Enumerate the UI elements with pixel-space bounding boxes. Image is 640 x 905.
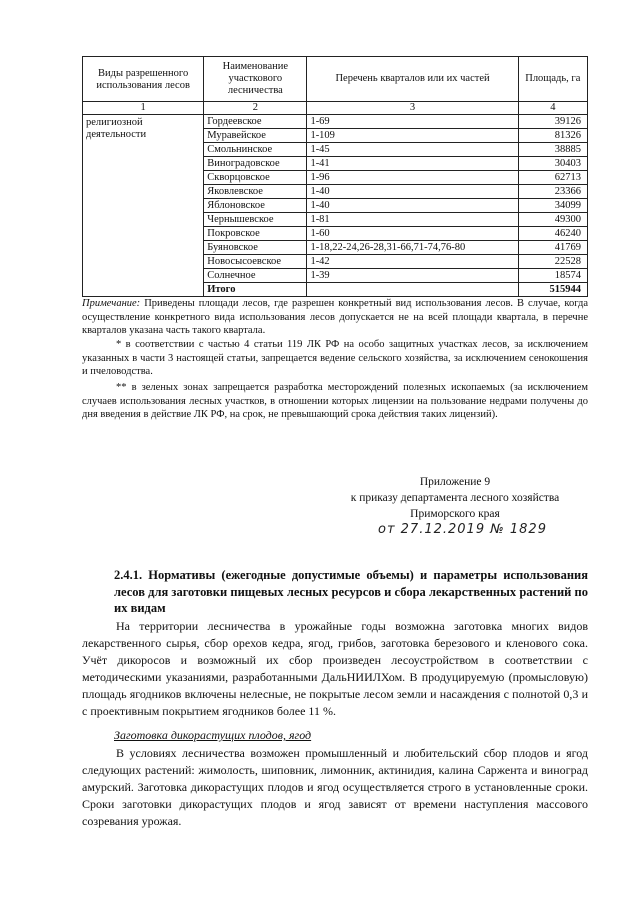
forest-use-table bbox=[82, 56, 588, 297]
quarters-list: 1-96 bbox=[307, 171, 518, 185]
area-value: 46240 bbox=[518, 227, 587, 241]
table-header-row bbox=[83, 57, 588, 102]
area-value: 81326 bbox=[518, 129, 587, 143]
appendix-number: Приложение 9 bbox=[419, 476, 491, 488]
quarters-list: 1-42 bbox=[307, 255, 518, 269]
section-heading: 2.4.1. Нормативы (ежегодные допустимые объемы) и параметры использования лесов для заготовки пищевых лесных ресурсов и сбора лекарственных растений по их видам bbox=[114, 568, 588, 615]
area-value: 38885 bbox=[518, 143, 587, 157]
total-quarters-empty bbox=[307, 283, 518, 297]
area-value: 62713 bbox=[518, 171, 587, 185]
forestry-name: Смольнинское bbox=[204, 143, 307, 157]
forestry-name: Яковлевское bbox=[204, 185, 307, 199]
table-note bbox=[82, 297, 588, 338]
forestry-name: Гордеевское bbox=[204, 115, 307, 129]
area-value: 49300 bbox=[518, 213, 587, 227]
quarters-list: 1-40 bbox=[307, 185, 518, 199]
quarters-list: 1-18,22-24,26-28,31-66,71-74,76-80 bbox=[307, 241, 518, 255]
forestry-name: Яблоновское bbox=[204, 199, 307, 213]
quarters-list: 1-81 bbox=[307, 213, 518, 227]
header-quarters: Перечень кварталов или их частей bbox=[307, 57, 518, 102]
area-value: 30403 bbox=[518, 157, 587, 171]
forestry-name: Покровское bbox=[204, 227, 307, 241]
forestry-name: Муравейское bbox=[204, 129, 307, 143]
area-value: 22528 bbox=[518, 255, 587, 269]
column-number: 2 bbox=[204, 102, 307, 115]
use-type-cell: религиозной деятельности bbox=[83, 115, 204, 297]
table-row bbox=[83, 115, 588, 129]
total-label: Итого bbox=[204, 283, 307, 297]
quarters-list: 1-39 bbox=[307, 269, 518, 283]
area-value: 41769 bbox=[518, 241, 587, 255]
note-label: Примечание: bbox=[82, 298, 141, 309]
column-number-row bbox=[83, 102, 588, 115]
quarters-list: 1-109 bbox=[307, 129, 518, 143]
subsection-heading: Заготовка дикорастущих плодов, ягод bbox=[114, 728, 312, 742]
column-number: 4 bbox=[518, 102, 587, 115]
header-use-type: Виды разрешенного использования лесов bbox=[83, 57, 204, 102]
quarters-list: 1-69 bbox=[307, 115, 518, 129]
section-paragraph-one: На территории лесничества в урожайные годы возможна заготовка многих видов лекарственного сырья, сбор орехов кедра, ягод, грибов, заготовка березового и кленового сока. Учёт дикоросов и возможный их сбор произведен лесоустройством в соответствии с методическими указаниями, разработанными ДальНИИЛХом. В продуцируемую (промысловую) площадь ягодников включены нелесные, не покрытые лесом земли и насаждения с полнотой 0,3 и с проективным покрытием ягодников более 11 %. bbox=[82, 619, 588, 718]
forestry-name: Буяновское bbox=[204, 241, 307, 255]
note-text: Приведены площади лесов, где разрешен конкретный вид использования лесов. В случае, когда осуществление конкретного вида использования лесов допускается не на всей площади квартала, в перечне кварталов указана часть такого квартала. bbox=[82, 298, 589, 336]
section-paragraph-two: В условиях лесничества возможен промышленный и любительский сбор плодов и ягод следующих растений: жимолость, шиповник, лимонник, актинидия, калина Саржента и виноград амурский. Заготовка дикорастущих плодов и ягод осуществляется строго в установленные сроки. Сроки заготовки дикорастущих плодов и ягод зависят от времени наступления массового созревания урожая. bbox=[82, 746, 588, 828]
appendix-region: Приморского края bbox=[410, 508, 500, 520]
forestry-name: Солнечное bbox=[204, 269, 307, 283]
footnote-two: ** в зеленых зонах запрещается разработка месторождений полезных ископаемых (за исключением случаев использования лесных участков, в отношении которых лицензии на пользование недрами получены до дня введения в действие ЛК РФ, на срок, не превышающий срока действия таких лицензий). bbox=[82, 382, 588, 420]
header-area: Площадь, га bbox=[518, 57, 587, 102]
forestry-name: Новосысоевское bbox=[204, 255, 307, 269]
area-value: 18574 bbox=[518, 269, 587, 283]
forestry-name: Виноградовское bbox=[204, 157, 307, 171]
column-number: 3 bbox=[307, 102, 518, 115]
area-value: 34099 bbox=[518, 199, 587, 213]
header-forestry: Наименование участкового лесничества bbox=[204, 57, 307, 102]
appendix-order: к приказу департамента лесного хозяйства bbox=[350, 492, 560, 504]
area-value: 23366 bbox=[518, 185, 587, 199]
forestry-name: Скворцовское bbox=[204, 171, 307, 185]
area-value: 39126 bbox=[518, 115, 587, 129]
total-area: 515944 bbox=[518, 283, 587, 297]
forestry-name: Чернышевское bbox=[204, 213, 307, 227]
quarters-list: 1-40 bbox=[307, 199, 518, 213]
appendix-block bbox=[330, 474, 580, 522]
quarters-list: 1-45 bbox=[307, 143, 518, 157]
column-number: 1 bbox=[83, 102, 204, 115]
quarters-list: 1-60 bbox=[307, 227, 518, 241]
handwritten-order-date: от 27.12.2019 № 1829 bbox=[378, 522, 547, 537]
quarters-list: 1-41 bbox=[307, 157, 518, 171]
footnote-one: * в соответствии с частью 4 статьи 119 ЛК РФ на особо защитных участках лесов, за исключением указанных в части 3 настоящей статьи, запрещается ведение сельского хозяйства, за исключением сенокошения и пчеловодства. bbox=[82, 339, 588, 377]
